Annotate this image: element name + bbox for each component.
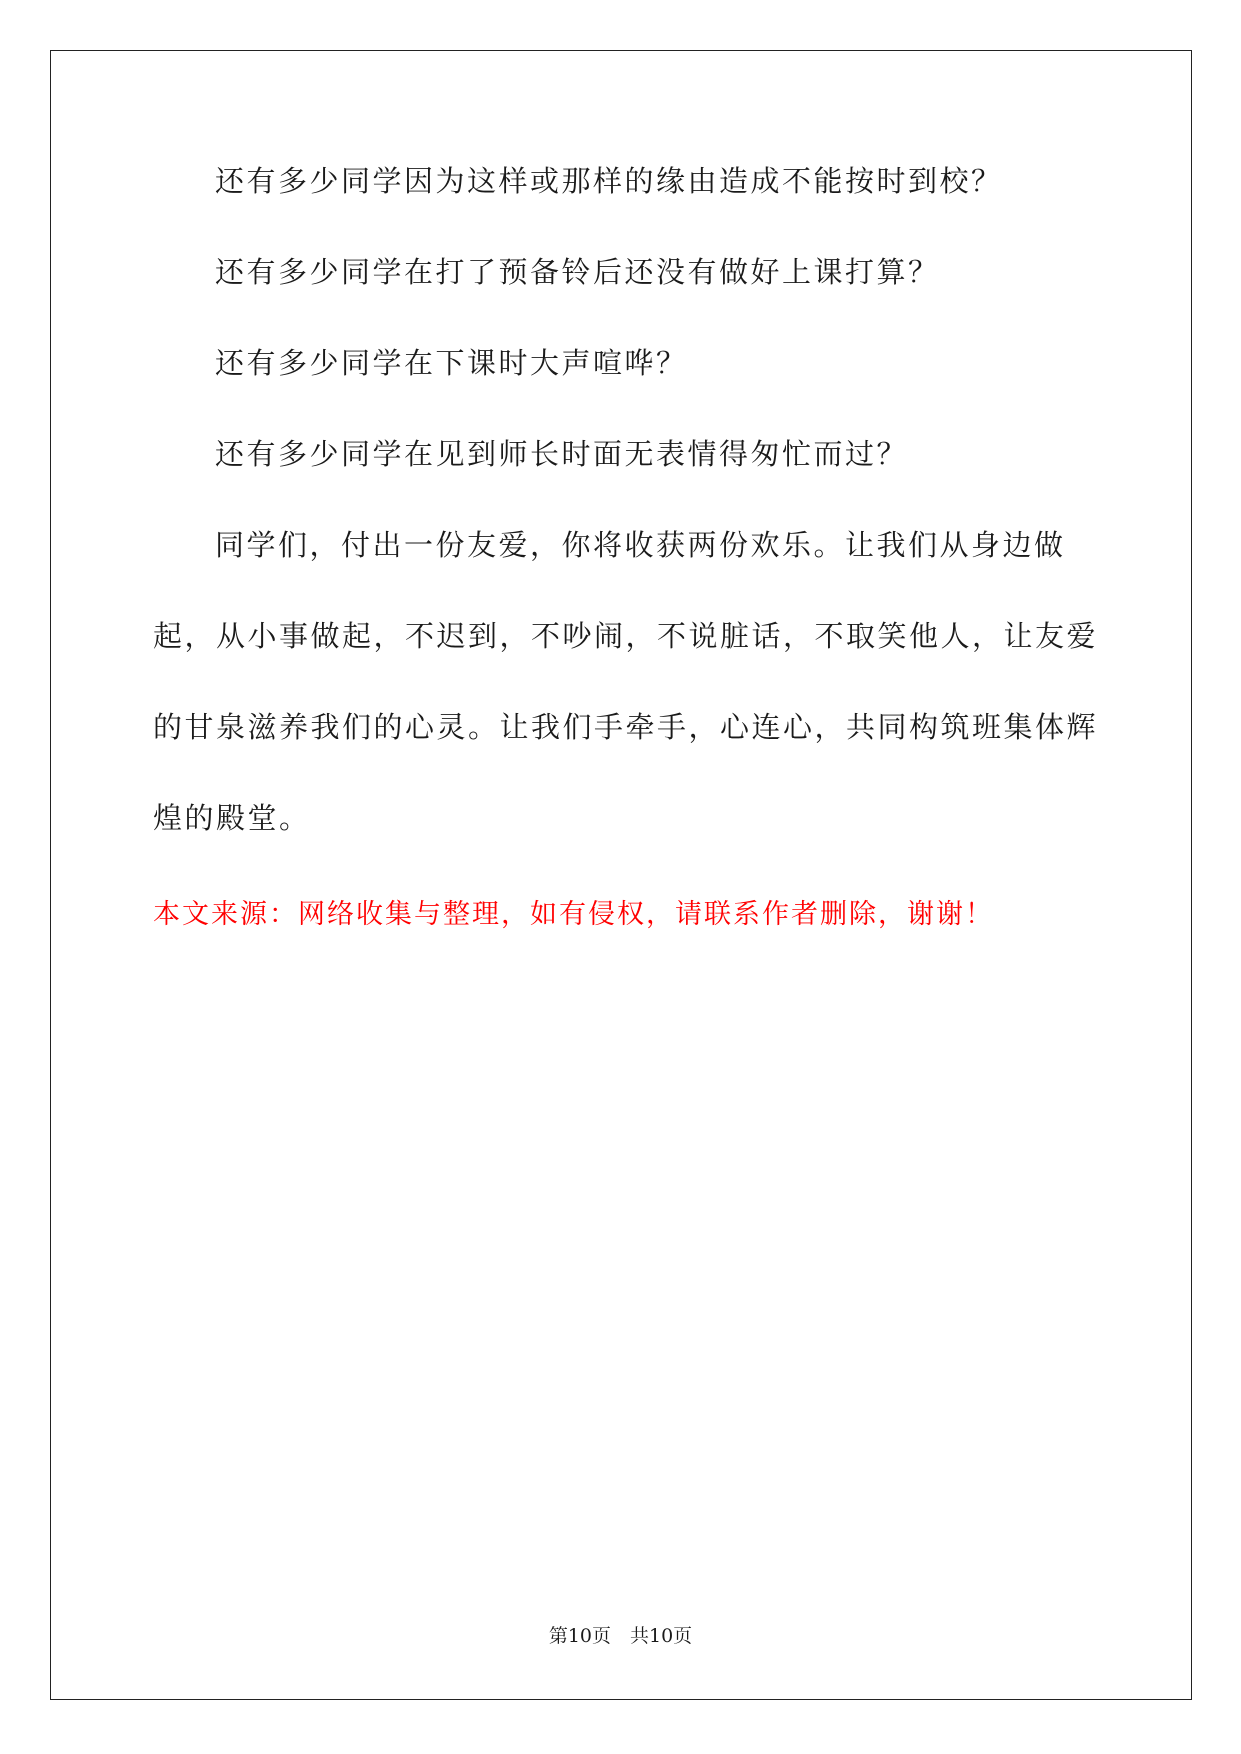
paragraph: 还有多少同学因为这样或那样的缘由造成不能按时到校？ bbox=[215, 164, 1003, 198]
paragraph: 同学们，付出一份友爱，你将收获两份欢乐。让我们从身边做起，从小事做起，不迟到，不吵闹，不说脏话，不取笑他人，让友爱的甘泉滋养我们的心灵。让我们手牵手，心连心，共同构筑班集体辉煌的殿堂。 bbox=[153, 528, 1099, 835]
paragraph: 还有多少同学在见到师长时面无表情得匆忙而过？ bbox=[215, 437, 909, 471]
paragraph: 还有多少同学在打了预备铃后还没有做好上课打算？ bbox=[215, 255, 940, 289]
paragraph: 还有多少同学在下课时大声喧哗？ bbox=[215, 346, 688, 380]
page-number: 第10页 共10页 bbox=[548, 1625, 693, 1647]
document-body bbox=[153, 160, 1113, 864]
source-note: 本文来源：网络收集与整理，如有侵权，请联系作者删除，谢谢！ bbox=[153, 899, 994, 930]
